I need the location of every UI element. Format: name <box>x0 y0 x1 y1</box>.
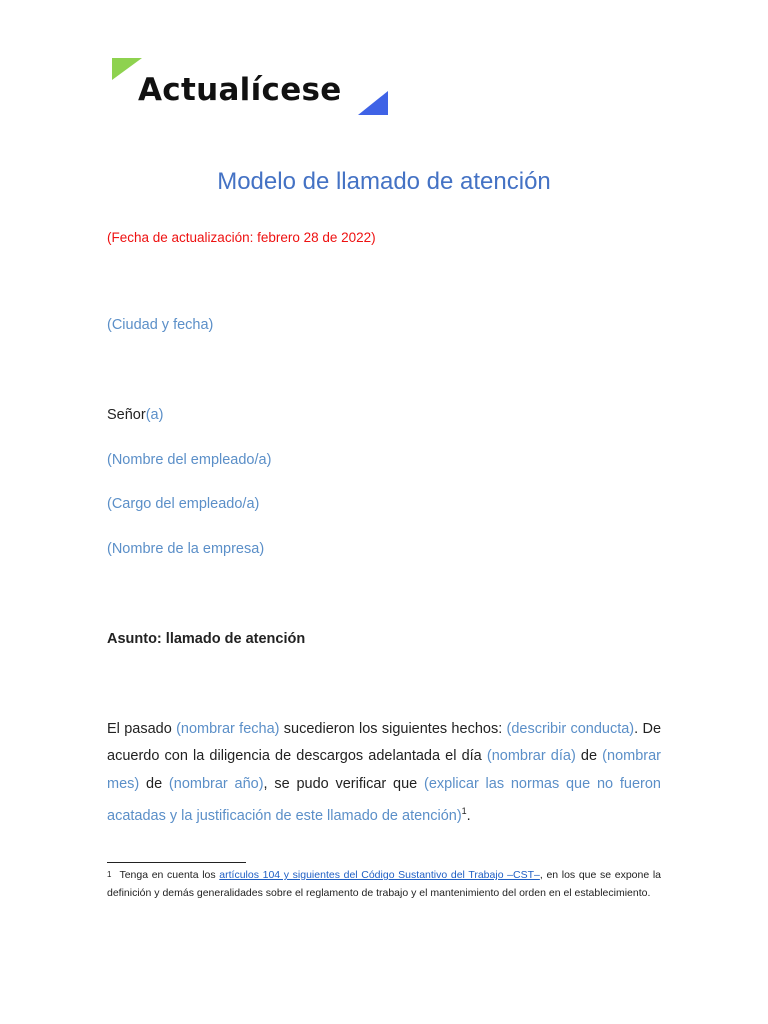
footnote <box>107 866 661 902</box>
body-text: El pasado <box>107 721 177 737</box>
body-text: . De acuerdo con la diligencia de descargos adelantada el día <box>107 721 662 765</box>
employee-name-placeholder: (Nombre del empleado/a) <box>107 452 272 468</box>
footnote-text: Tenga en cuenta los <box>119 869 220 881</box>
body-text: . <box>466 807 471 824</box>
body-text: , se pudo verificar que <box>263 775 424 792</box>
footnote-number: 1 <box>107 870 112 879</box>
subject-line: Asunto: llamado de atención <box>107 631 306 647</box>
body-placeholder: (describir conducta) <box>506 721 635 737</box>
body-placeholder: (nombrar mes) <box>107 748 661 792</box>
salutation-suffix: (a) <box>145 407 164 423</box>
body-text: de <box>575 748 603 765</box>
logo-blue-triangle-icon <box>358 91 388 115</box>
salutation <box>107 407 163 423</box>
body-placeholder: (nombrar día) <box>486 748 576 765</box>
logo-wordmark: Actualícese <box>138 72 342 108</box>
cst-articles-link[interactable]: artículos 104 y siguientes del Código Sustantivo del Trabajo –CST– <box>219 869 540 881</box>
body-placeholder: (nombrar año) <box>168 775 264 792</box>
footnote-separator <box>107 862 246 863</box>
body-placeholder: (nombrar fecha) <box>176 721 280 737</box>
footnote-text: , en los que se expone la definición y demás generalidades sobre el reglamento de trabajo y el mantenimiento del orden en el establecimiento. <box>107 869 662 899</box>
city-date-placeholder: (Ciudad y fecha) <box>107 317 214 333</box>
employee-role-placeholder: (Cargo del empleado/a) <box>107 496 260 512</box>
update-date-note: (Fecha de actualización: febrero 28 de 2022) <box>107 230 376 245</box>
body-text: de <box>139 775 169 792</box>
footnote-reference[interactable]: 1 <box>461 805 467 816</box>
body-paragraph <box>107 716 661 830</box>
company-name-placeholder: (Nombre de la empresa) <box>107 541 265 557</box>
actualicese-logo[interactable] <box>110 58 400 118</box>
document-title: Modelo de llamado de atención <box>217 168 551 195</box>
body-placeholder: (explicar las normas que no fueron acatadas y la justificación de este llamado de atención) <box>107 775 661 824</box>
body-text: sucedieron los siguientes hechos: <box>279 721 507 737</box>
salutation-text: Señor <box>107 407 146 423</box>
